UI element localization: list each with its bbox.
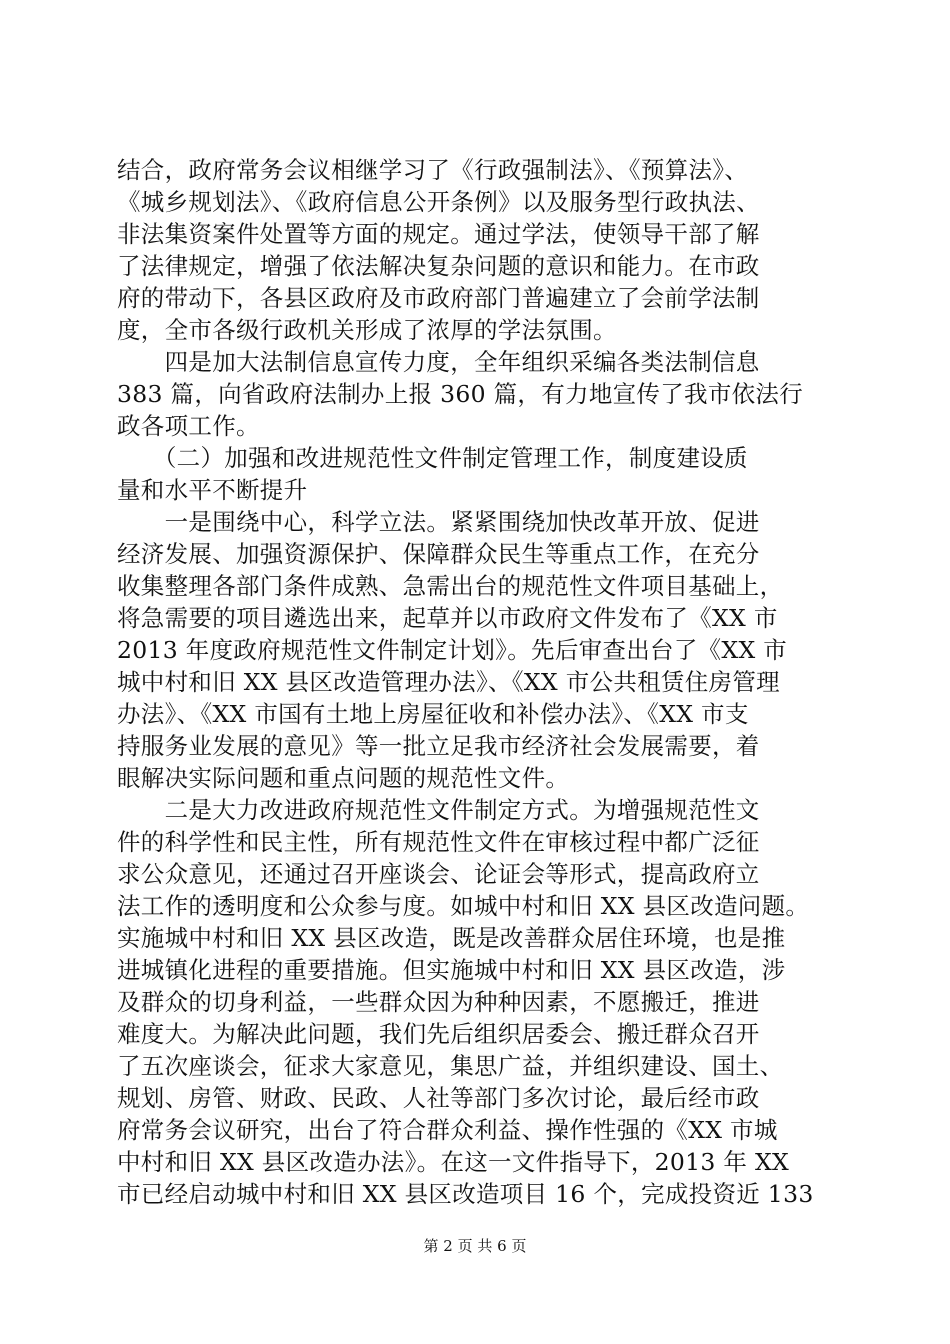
text-line: 市已经启动城中村和旧 XX 县区改造项目 16 个，完成投资近 133 xyxy=(117,1180,814,1208)
text-line: 进城镇化进程的重要措施。但实施城中村和旧 XX 县区改造，涉 xyxy=(117,956,786,984)
text-line: 一是围绕中心，科学立法。紧紧围绕加快改革开放、促进 xyxy=(117,508,760,536)
text-line: 持服务业发展的意见》等一批立足我市经济社会发展需要，着 xyxy=(117,732,760,760)
text-line: 2013 年度政府规范性文件制定计划》。先后审查出台了《XX 市 xyxy=(117,636,788,664)
text-line: 实施城中村和旧 XX 县区改造，既是改善群众居住环境，也是推 xyxy=(117,924,786,952)
section-heading-line: 量和水平不断提升 xyxy=(117,476,308,504)
text-line: 《城乡规划法》、《政府信息公开条例》以及服务型行政执法、 xyxy=(117,188,760,216)
text-line: 经济发展、加强资源保护、保障群众民生等重点工作，在充分 xyxy=(117,540,760,568)
text-line: 中村和旧 XX 县区改造办法》。在这一文件指导下，2013 年 XX xyxy=(117,1148,790,1176)
page-number-footer: 第 2 页 共 6 页 xyxy=(423,1237,527,1255)
text-line: 四是加大法制信息宣传力度，全年组织采编各类法制信息 xyxy=(117,348,760,376)
text-line: 了五次座谈会，征求大家意见，集思广益，并组织建设、国土、 xyxy=(117,1052,784,1080)
text-line: 将急需要的项目遴选出来，起草并以市政府文件发布了《XX 市 xyxy=(117,604,778,632)
text-line: 眼解决实际问题和重点问题的规范性文件。 xyxy=(117,764,570,792)
text-line: 府的带动下，各县区政府及市政府部门普遍建立了会前学法制 xyxy=(117,284,760,312)
text-line: 二是大力改进政府规范性文件制定方式。为增强规范性文 xyxy=(117,796,760,824)
text-line: 及群众的切身利益，一些群众因为种种因素，不愿搬迁，推进 xyxy=(117,988,760,1016)
text-line: 收集整理各部门条件成熟、急需出台的规范性文件项目基础上， xyxy=(117,572,784,600)
text-line: 度，全市各级行政机关形成了浓厚的学法氛围。 xyxy=(117,316,617,344)
section-heading-line: （二）加强和改进规范性文件制定管理工作，制度建设质 xyxy=(117,444,748,472)
text-line: 难度大。为解决此问题，我们先后组织居委会、搬迁群众召开 xyxy=(117,1020,760,1048)
text-line: 规划、房管、财政、民政、人社等部门多次讨论，最后经市政 xyxy=(117,1084,760,1112)
text-line: 结合，政府常务会议相继学习了《行政强制法》、《预算法》、 xyxy=(117,156,749,184)
text-line: 政各项工作。 xyxy=(117,412,260,440)
text-line: 法工作的透明度和公众参与度。如城中村和旧 XX 县区改造问题。 xyxy=(117,892,810,920)
text-line: 件的科学性和民主性，所有规范性文件在审核过程中都广泛征 xyxy=(117,828,760,856)
text-line: 383 篇，向省政府法制办上报 360 篇，有力地宣传了我市依法行 xyxy=(117,380,804,408)
text-line: 办法》、《XX 市国有土地上房屋征收和补偿办法》、《XX 市支 xyxy=(117,700,749,728)
text-line: 求公众意见，还通过召开座谈会、论证会等形式，提高政府立 xyxy=(117,860,760,888)
body-text xyxy=(117,154,837,1210)
text-line: 城中村和旧 XX 县区改造管理办法》、《XX 市公共租赁住房管理 xyxy=(117,668,780,696)
text-line: 了法律规定，增强了依法解决复杂问题的意识和能力。在市政 xyxy=(117,252,760,280)
text-line: 府常务会议研究，出台了符合群众利益、操作性强的《XX 市城 xyxy=(117,1116,778,1144)
text-line: 非法集资案件处置等方面的规定。通过学法，使领导干部了解 xyxy=(117,220,760,248)
